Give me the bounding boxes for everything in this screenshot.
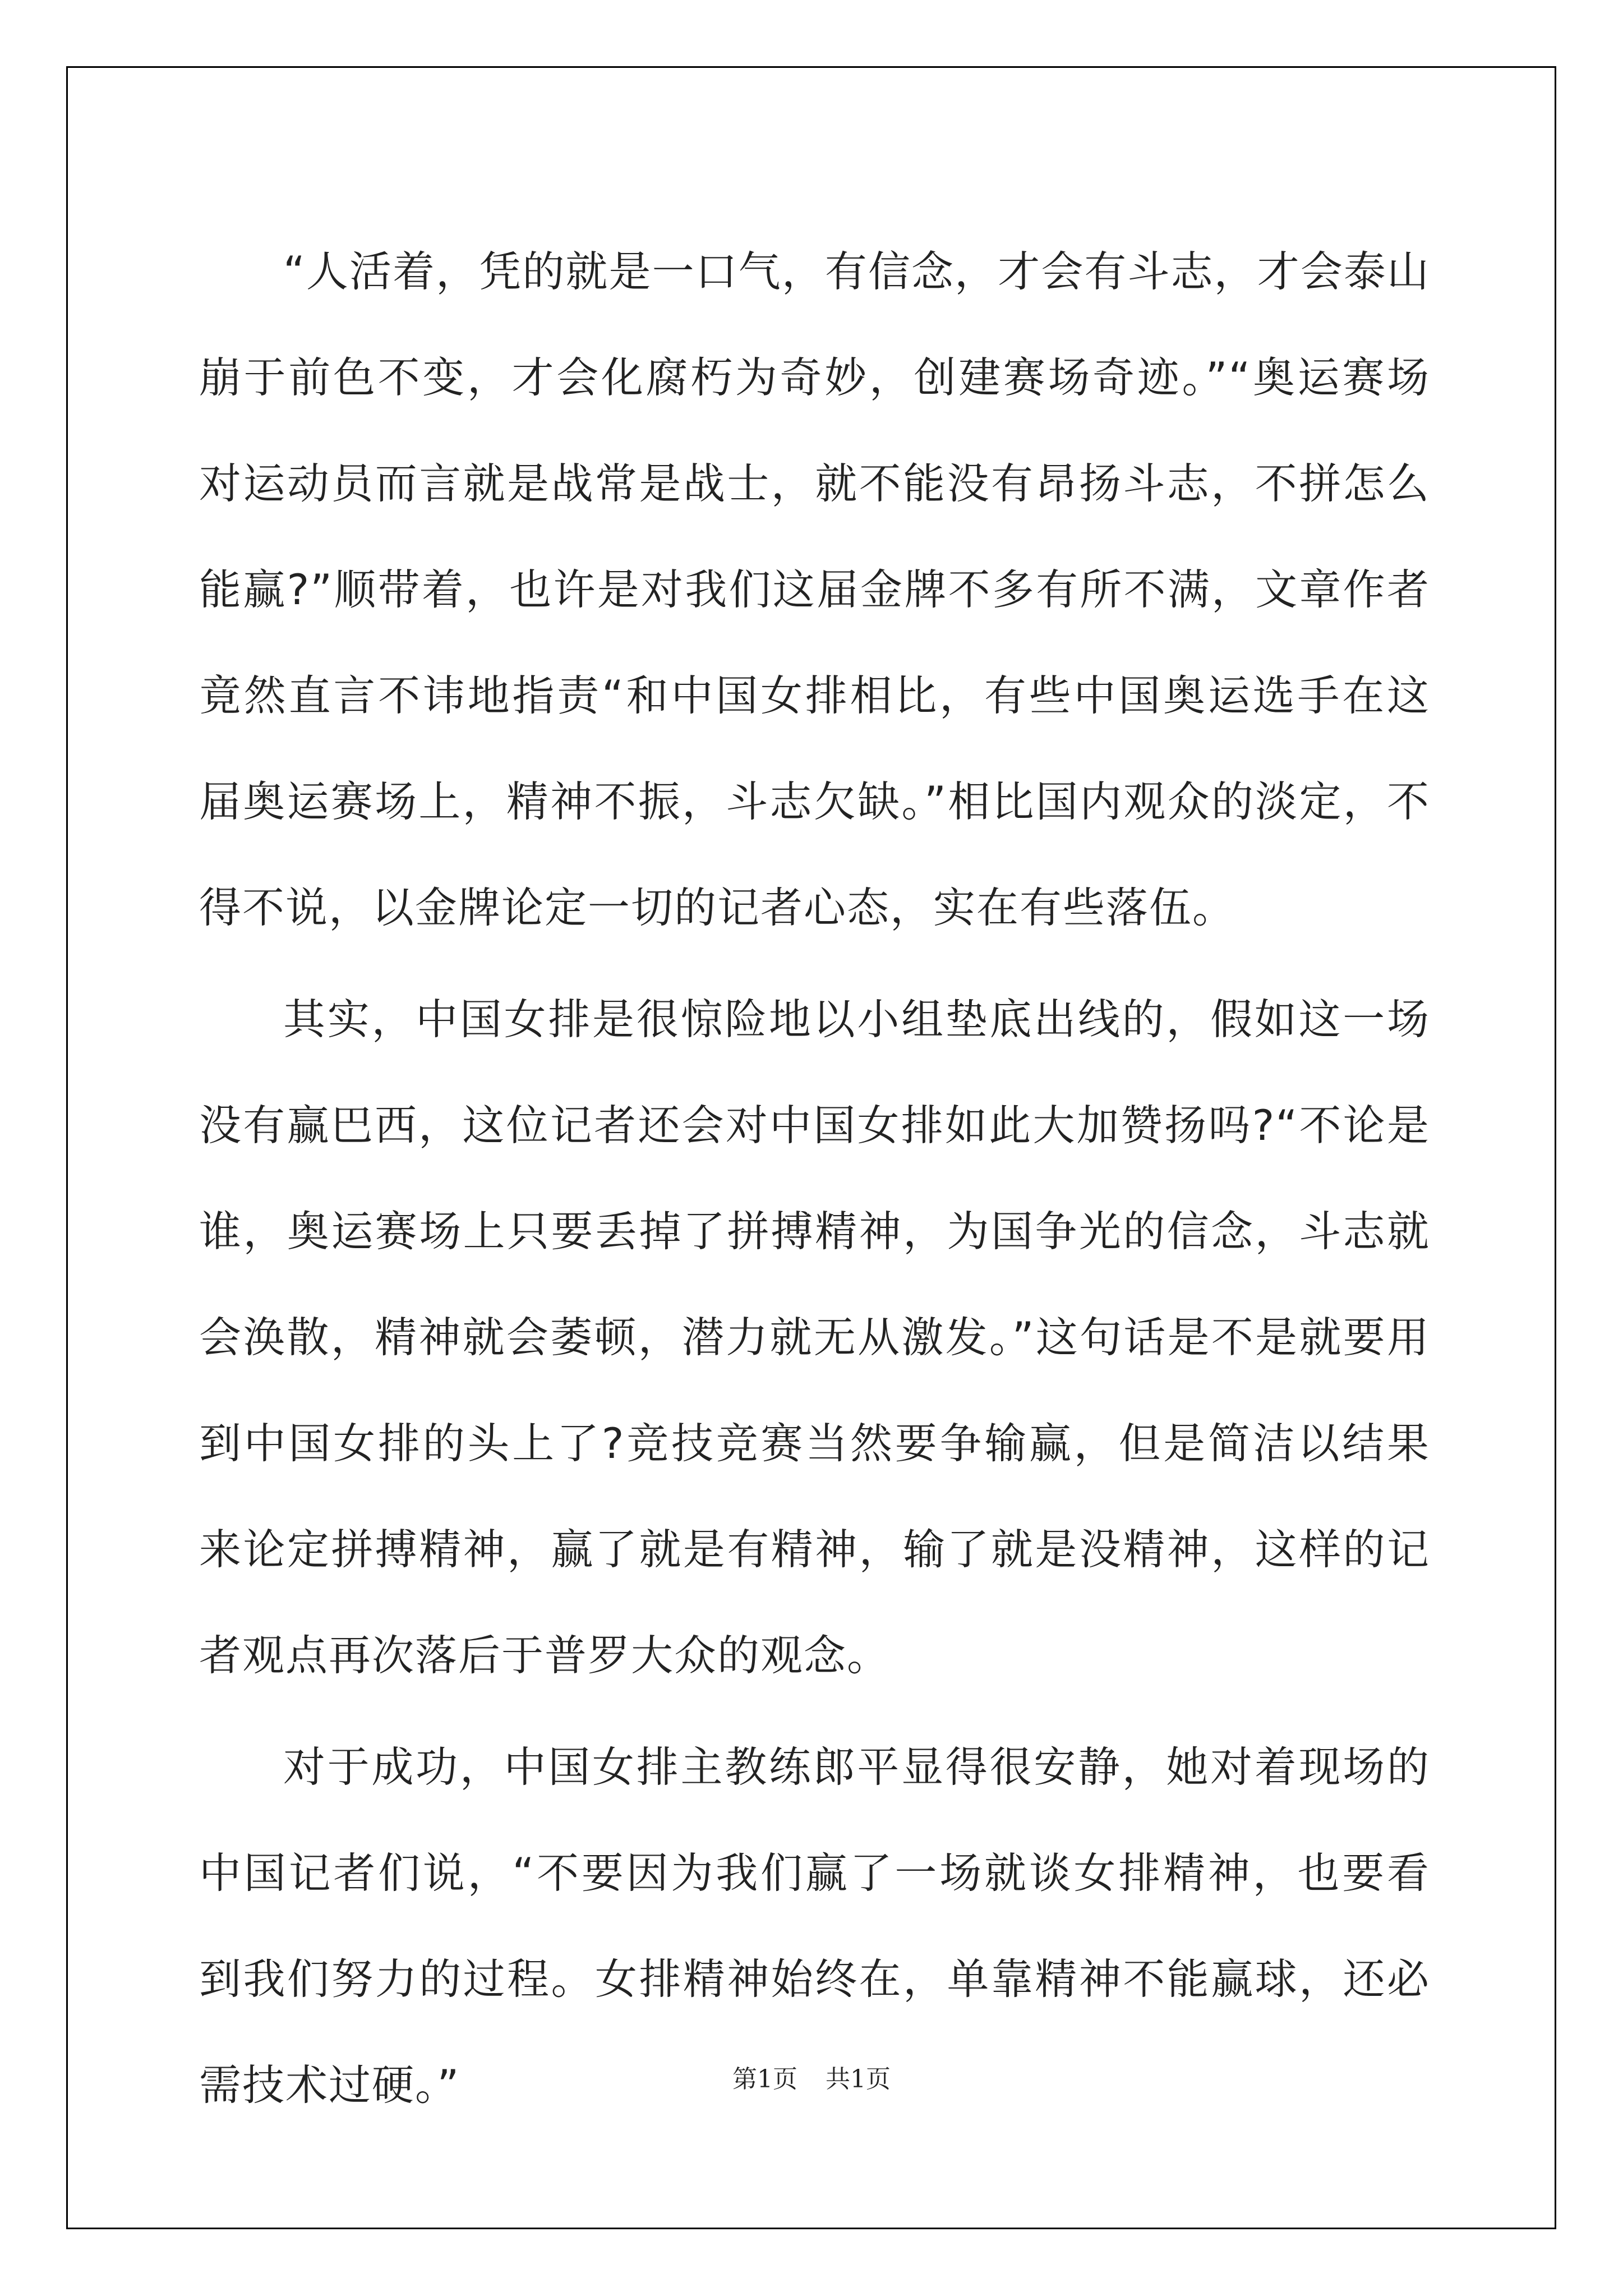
paragraph-2: 其实，中国女排是很惊险地以小组垫底出线的，假如这一场没有赢巴西，这位记者还会对中国女排如此大加赞扬吗?“不论是谁，奥运赛场上只要丢掉了拼搏精神，为国争光的信念，斗志就会涣散，精神就会萎顿，潜力就无从激发。”这句话是不是就要用到中国女排的头上了?竞技竞赛当然要争输赢，但是简洁以结果来论定拼搏精神，赢了就是有精神，输了就是没精神，这样的记者观点再次落后于普罗大众的观念。 [199, 995, 1430, 1680]
page-number: 第1页 [732, 2065, 797, 2093]
document-body [199, 219, 1430, 2144]
paragraph-1: “人活着，凭的就是一口气，有信念，才会有斗志，才会泰山崩于前色不变，才会化腐朽为奇妙，创建赛场奇迹。”“奥运赛场对运动员而言就是战常是战士，就不能没有昂扬斗志，不拼怎么能赢?”顺带着，也许是对我们这届金牌不多有所不满，文章作者竟然直言不讳地指责“和中国女排相比，有些中国奥运选手在这届奥运赛场上，精神不振，斗志欠缺。”相比国内观众的淡定，不得不说，以金牌论定一切的记者心态，实在有些落伍。 [199, 247, 1430, 932]
paragraph-3: 对于成功，中国女排主教练郎平显得很安静，她对着现场的中国记者们说，“不要因为我们赢了一场就谈女排精神，也要看到我们努力的过程。女排精神始终在，单靠精神不能赢球，还必需技术过硬。” [199, 1742, 1430, 2110]
page-footer [0, 2059, 1623, 2095]
page-total: 共1页 [826, 2065, 891, 2093]
